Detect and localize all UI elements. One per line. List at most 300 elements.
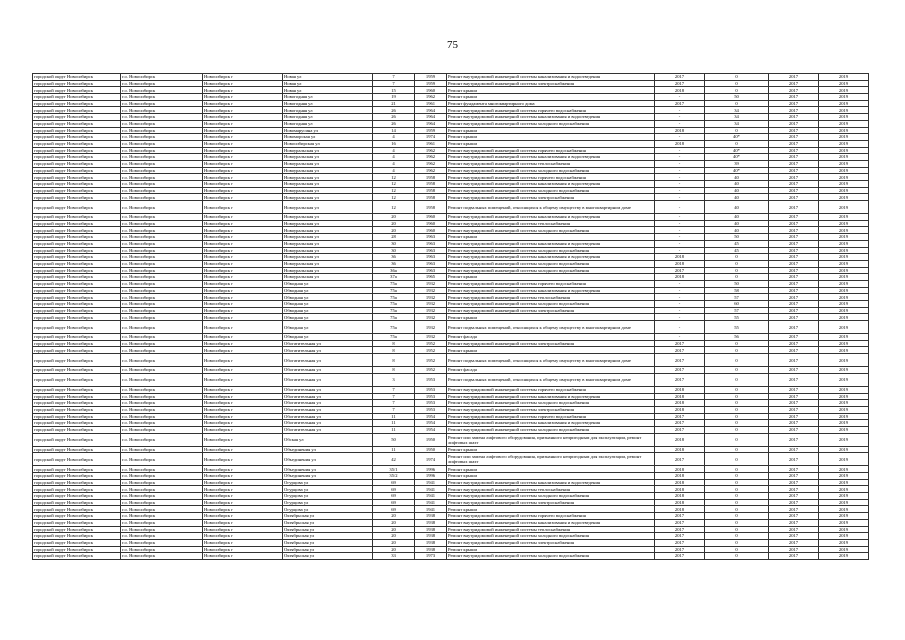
cell-municipality: городской округ Новосибирск [33, 294, 121, 301]
cell-period-start: 2017 [769, 134, 819, 141]
table-row [33, 100, 869, 107]
cell-period-start: 2017 [769, 87, 819, 94]
cell-work-type: Ремонт внутридомовой инженерной системы канализования и водоотведения [447, 420, 655, 427]
cell-period-start: 2017 [769, 400, 819, 407]
cell-period-start: 2017 [769, 227, 819, 234]
cell-municipality: городской округ Новосибирск [33, 354, 121, 367]
cell-municipality: городской округ Новосибирск [33, 227, 121, 234]
cell-municipality: городской округ Новосибирск [33, 453, 121, 466]
cell-period-start: 2017 [769, 347, 819, 354]
cell-build-year: 1958 [415, 174, 447, 181]
cell-cost: 0 [705, 347, 769, 354]
cell-settlement-type: г.о. Новосибирск [121, 234, 203, 241]
cell-work-type: Ремонт внутридомовой инженерной системы горячего водоснабжения [447, 513, 655, 520]
cell-work-type: Ремонт внутридомовой инженерной системы горячего водоснабжения [447, 413, 655, 420]
cell-settlement-type: г.о. Новосибирск [121, 160, 203, 167]
table-row [33, 321, 869, 334]
cell-planned-year: - [655, 174, 705, 181]
cell-street: Новоуральская ул [283, 220, 373, 227]
cell-house-number: 42 [373, 453, 415, 466]
cell-period-end: 2019 [819, 254, 869, 261]
cell-street: Обводная ул [283, 287, 373, 294]
table-row [33, 526, 869, 533]
cell-planned-year: 2018 [655, 406, 705, 413]
cell-planned-year: 2018 [655, 479, 705, 486]
table-row [33, 334, 869, 341]
cell-period-end: 2019 [819, 260, 869, 267]
cell-house-number: 69 [373, 493, 415, 500]
cell-planned-year: - [655, 307, 705, 314]
cell-planned-year: 2018 [655, 486, 705, 493]
cell-work-type: Ремонт внутридомовой инженерной системы холодного водоснабжения [447, 120, 655, 127]
cell-work-type: Ремонт внутридомовой инженерной системы канализования и водоотведения [447, 287, 655, 294]
cell-street: Обогатительная ул [283, 426, 373, 433]
cell-build-year: 1958 [415, 181, 447, 188]
cell-cost: 0 [705, 254, 769, 261]
cell-work-type: Ремонт или замена лифтового оборудования, признанного непригодным для эксплуатации, ремонт лифтовых шахт [447, 453, 655, 466]
cell-locality: Новосибирск г [203, 493, 283, 500]
cell-house-number: 4 [373, 160, 415, 167]
cell-planned-year: 2018 [655, 140, 705, 147]
cell-house-number: 75а [373, 307, 415, 314]
cell-settlement-type: г.о. Новосибирск [121, 301, 203, 308]
cell-period-end: 2019 [819, 420, 869, 427]
cell-locality: Новосибирск г [203, 367, 283, 374]
cell-build-year: 1953 [415, 406, 447, 413]
cell-house-number: 7 [373, 386, 415, 393]
cell-settlement-type: г.о. Новосибирск [121, 240, 203, 247]
cell-cost: 40* [705, 154, 769, 161]
cell-cost: 40 [705, 181, 769, 188]
cell-build-year: 1938 [415, 533, 447, 540]
cell-settlement-type: г.о. Новосибирск [121, 247, 203, 254]
cell-period-end: 2019 [819, 479, 869, 486]
cell-planned-year: 2018 [655, 506, 705, 513]
cell-locality: Новосибирск г [203, 134, 283, 141]
cell-period-end: 2019 [819, 446, 869, 453]
cell-house-number: 7 [373, 74, 415, 81]
cell-planned-year: 2017 [655, 413, 705, 420]
cell-settlement-type: г.о. Новосибирск [121, 167, 203, 174]
cell-house-number: 35/2 [373, 473, 415, 480]
cell-house-number: 20 [373, 526, 415, 533]
cell-cost: 40 [705, 220, 769, 227]
cell-build-year: 1962 [415, 154, 447, 161]
cell-work-type: Ремонт крыши [447, 546, 655, 553]
cell-municipality: городской округ Новосибирск [33, 234, 121, 241]
cell-house-number: 69 [373, 506, 415, 513]
cell-work-type: Ремонт подвальных помещений, относящихся к общему имуществу в многоквартирном доме [447, 373, 655, 386]
cell-build-year: 1958 [415, 194, 447, 201]
cell-settlement-type: г.о. Новосибирск [121, 386, 203, 393]
cell-build-year: 1950 [415, 433, 447, 446]
cell-build-year: 1953 [415, 400, 447, 407]
cell-settlement-type: г.о. Новосибирск [121, 260, 203, 267]
cell-house-number: 75а [373, 334, 415, 341]
cell-house-number: 75а [373, 314, 415, 321]
table-row [33, 227, 869, 234]
cell-period-start: 2017 [769, 120, 819, 127]
table-row [33, 453, 869, 466]
cell-municipality: городской округ Новосибирск [33, 493, 121, 500]
cell-build-year: 1954 [415, 420, 447, 427]
cell-period-end: 2019 [819, 187, 869, 194]
cell-period-start: 2017 [769, 187, 819, 194]
cell-street: Объединения ул [283, 466, 373, 473]
cell-work-type: Ремонт внутридомовой инженерной системы холодного водоснабжения [447, 553, 655, 560]
cell-street: Новоуральская ул [283, 240, 373, 247]
cell-locality: Новосибирск г [203, 220, 283, 227]
cell-settlement-type: г.о. Новосибирск [121, 267, 203, 274]
cell-street: Новогодняя ул [283, 107, 373, 114]
table-row [33, 140, 869, 147]
cell-house-number: 30 [373, 247, 415, 254]
cell-settlement-type: г.о. Новосибирск [121, 533, 203, 540]
cell-municipality: городской округ Новосибирск [33, 147, 121, 154]
cell-cost: 40 [705, 227, 769, 234]
cell-cost: 0 [705, 340, 769, 347]
cell-build-year: 1932 [415, 307, 447, 314]
table-row [33, 486, 869, 493]
cell-period-start: 2017 [769, 127, 819, 134]
cell-period-start: 2017 [769, 140, 819, 147]
cell-street: Октябрьская ул [283, 546, 373, 553]
cell-work-type: Ремонт внутридомовой инженерной системы холодного водоснабжения [447, 227, 655, 234]
cell-build-year: 1964 [415, 120, 447, 127]
cell-house-number: 7 [373, 406, 415, 413]
table-row [33, 247, 869, 254]
cell-work-type: Ремонт фасада [447, 334, 655, 341]
cell-municipality: городской округ Новосибирск [33, 167, 121, 174]
cell-work-type: Ремонт внутридомовой инженерной системы канализования и водоотведения [447, 181, 655, 188]
cell-street: Октябрьская ул [283, 533, 373, 540]
cell-period-end: 2019 [819, 301, 869, 308]
cell-locality: Новосибирск г [203, 254, 283, 261]
cell-work-type: Ремонт крыши [447, 134, 655, 141]
cell-work-type: Ремонт внутридомовой инженерной системы теплоснабжения [447, 486, 655, 493]
cell-cost: 0 [705, 127, 769, 134]
cell-cost: 0 [705, 466, 769, 473]
cell-work-type: Ремонт внутридомовой инженерной системы горячего водоснабжения [447, 280, 655, 287]
cell-municipality: городской округ Новосибирск [33, 240, 121, 247]
cell-cost: 55 [705, 321, 769, 334]
cell-municipality: городской округ Новосибирск [33, 526, 121, 533]
table-row [33, 214, 869, 221]
cell-settlement-type: г.о. Новосибирск [121, 340, 203, 347]
cell-locality: Новосибирск г [203, 167, 283, 174]
cell-street: Обводная ул [283, 334, 373, 341]
cell-build-year: 1960 [415, 87, 447, 94]
cell-planned-year: - [655, 120, 705, 127]
cell-locality: Новосибирск г [203, 433, 283, 446]
cell-street: Обводная ул [283, 294, 373, 301]
cell-house-number: 12 [373, 194, 415, 201]
cell-house-number: 20 [373, 220, 415, 227]
table-row [33, 433, 869, 446]
cell-house-number: 8 [373, 340, 415, 347]
cell-house-number: 20 [373, 214, 415, 221]
cell-locality: Новосибирск г [203, 94, 283, 101]
cell-build-year: 1952 [415, 367, 447, 374]
cell-municipality: городской округ Новосибирск [33, 287, 121, 294]
cell-settlement-type: г.о. Новосибирск [121, 433, 203, 446]
cell-municipality: городской округ Новосибирск [33, 506, 121, 513]
cell-cost: 0 [705, 546, 769, 553]
cell-work-type: Ремонт внутридомовой инженерной системы канализования и водоотведения [447, 519, 655, 526]
cell-work-type: Ремонт внутридомовой инженерной системы канализования и водоотведения [447, 254, 655, 261]
cell-work-type: Ремонт внутридомовой инженерной системы канализования и водоотведения [447, 393, 655, 400]
cell-settlement-type: г.о. Новосибирск [121, 466, 203, 473]
cell-period-end: 2019 [819, 107, 869, 114]
cell-planned-year: - [655, 314, 705, 321]
cell-period-start: 2017 [769, 254, 819, 261]
table-row [33, 307, 869, 314]
cell-planned-year: - [655, 280, 705, 287]
cell-period-end: 2019 [819, 267, 869, 274]
cell-street: Объединения ул [283, 473, 373, 480]
cell-locality: Новосибирск г [203, 174, 283, 181]
cell-planned-year: 2017 [655, 267, 705, 274]
cell-locality: Новосибирск г [203, 354, 283, 367]
cell-locality: Новосибирск г [203, 413, 283, 420]
cell-locality: Новосибирск г [203, 247, 283, 254]
cell-build-year: 1950 [415, 446, 447, 453]
cell-settlement-type: г.о. Новосибирск [121, 420, 203, 427]
cell-municipality: городской округ Новосибирск [33, 473, 121, 480]
cell-period-start: 2017 [769, 107, 819, 114]
cell-planned-year: - [655, 134, 705, 141]
cell-period-end: 2019 [819, 274, 869, 281]
cell-planned-year: 2018 [655, 499, 705, 506]
table-row [33, 406, 869, 413]
cell-planned-year: 2017 [655, 80, 705, 87]
cell-street: Новоуральская ул [283, 247, 373, 254]
cell-cost: 0 [705, 274, 769, 281]
cell-locality: Новосибирск г [203, 127, 283, 134]
cell-locality: Новосибирск г [203, 234, 283, 241]
cell-work-type: Ремонт внутридомовой инженерной системы холодного водоснабжения [447, 533, 655, 540]
cell-build-year: 1938 [415, 546, 447, 553]
cell-planned-year: - [655, 247, 705, 254]
cell-street: Новоуральская ул [283, 254, 373, 261]
cell-build-year: 1962 [415, 160, 447, 167]
cell-municipality: городской округ Новосибирск [33, 187, 121, 194]
cell-house-number: 36 [373, 254, 415, 261]
cell-planned-year: 2018 [655, 386, 705, 393]
cell-house-number: 16 [373, 140, 415, 147]
cell-period-start: 2017 [769, 94, 819, 101]
cell-municipality: городской округ Новосибирск [33, 546, 121, 553]
cell-street: Новоуральская ул [283, 167, 373, 174]
cell-cost: 0 [705, 260, 769, 267]
cell-build-year: 1963 [415, 260, 447, 267]
cell-period-start: 2017 [769, 214, 819, 221]
cell-build-year: 1941 [415, 506, 447, 513]
cell-house-number: 12 [373, 174, 415, 181]
cell-planned-year: - [655, 321, 705, 334]
cell-house-number: 8 [373, 347, 415, 354]
cell-planned-year: 2017 [655, 426, 705, 433]
cell-street: Обогатительная ул [283, 406, 373, 413]
cell-period-start: 2017 [769, 260, 819, 267]
cell-period-end: 2019 [819, 100, 869, 107]
cell-cost: 0 [705, 499, 769, 506]
cell-street: Огурцова ул [283, 479, 373, 486]
cell-build-year: 1953 [415, 393, 447, 400]
cell-house-number: 4 [373, 167, 415, 174]
table-row [33, 479, 869, 486]
cell-house-number: 75а [373, 321, 415, 334]
table-row [33, 513, 869, 520]
cell-street: Новоуральская ул [283, 194, 373, 201]
cell-build-year: 1963 [415, 240, 447, 247]
table-row [33, 506, 869, 513]
cell-locality: Новосибирск г [203, 546, 283, 553]
cell-cost: 40 [705, 174, 769, 181]
cell-cost: 0 [705, 413, 769, 420]
cell-municipality: городской округ Новосибирск [33, 533, 121, 540]
cell-street: Октябрьская ул [283, 553, 373, 560]
cell-planned-year: 2017 [655, 539, 705, 546]
cell-settlement-type: г.о. Новосибирск [121, 187, 203, 194]
cell-period-end: 2019 [819, 147, 869, 154]
cell-period-start: 2017 [769, 147, 819, 154]
cell-period-start: 2017 [769, 287, 819, 294]
cell-municipality: городской округ Новосибирск [33, 499, 121, 506]
cell-settlement-type: г.о. Новосибирск [121, 274, 203, 281]
cell-work-type: Ремонт внутридомовой инженерной системы горячего водоснабжения [447, 386, 655, 393]
cell-settlement-type: г.о. Новосибирск [121, 513, 203, 520]
cell-work-type: Ремонт крыши [447, 347, 655, 354]
table-row [33, 187, 869, 194]
cell-house-number: 50 [373, 433, 415, 446]
cell-house-number: 4 [373, 154, 415, 161]
cell-street: Объединения ул [283, 453, 373, 466]
cell-locality: Новосибирск г [203, 513, 283, 520]
cell-house-number: 69 [373, 479, 415, 486]
cell-period-end: 2019 [819, 526, 869, 533]
cell-cost: 0 [705, 400, 769, 407]
cell-settlement-type: г.о. Новосибирск [121, 194, 203, 201]
cell-build-year: 1941 [415, 479, 447, 486]
cell-settlement-type: г.о. Новосибирск [121, 227, 203, 234]
cell-locality: Новосибирск г [203, 187, 283, 194]
cell-house-number: 21 [373, 100, 415, 107]
cell-house-number: 7 [373, 80, 415, 87]
cell-locality: Новосибирск г [203, 539, 283, 546]
cell-cost: 0 [705, 473, 769, 480]
cell-municipality: городской округ Новосибирск [33, 107, 121, 114]
cell-cost: 0 [705, 267, 769, 274]
cell-settlement-type: г.о. Новосибирск [121, 134, 203, 141]
cell-cost: 0 [705, 386, 769, 393]
cell-municipality: городской округ Новосибирск [33, 400, 121, 407]
cell-street: Обогатительная ул [283, 393, 373, 400]
cell-settlement-type: г.о. Новосибирск [121, 486, 203, 493]
cell-period-start: 2017 [769, 393, 819, 400]
cell-street: Новогодняя ул [283, 94, 373, 101]
cell-locality: Новосибирск г [203, 486, 283, 493]
cell-build-year: 1974 [415, 453, 447, 466]
cell-settlement-type: г.о. Новосибирск [121, 406, 203, 413]
cell-period-start: 2017 [769, 201, 819, 214]
cell-settlement-type: г.о. Новосибирск [121, 181, 203, 188]
cell-municipality: городской округ Новосибирск [33, 539, 121, 546]
cell-street: Новая ул [283, 87, 373, 94]
cell-settlement-type: г.о. Новосибирск [121, 114, 203, 121]
cell-planned-year: - [655, 160, 705, 167]
cell-locality: Новосибирск г [203, 274, 283, 281]
cell-locality: Новосибирск г [203, 140, 283, 147]
cell-period-start: 2017 [769, 247, 819, 254]
cell-house-number: 35/1 [373, 466, 415, 473]
cell-street: Обводная ул [283, 280, 373, 287]
cell-settlement-type: г.о. Новосибирск [121, 201, 203, 214]
cell-street: Обогатительная ул [283, 354, 373, 367]
cell-locality: Новосибирск г [203, 201, 283, 214]
cell-locality: Новосибирск г [203, 506, 283, 513]
cell-locality: Новосибирск г [203, 194, 283, 201]
cell-municipality: городской округ Новосибирск [33, 413, 121, 420]
cell-planned-year: 2018 [655, 87, 705, 94]
cell-period-start: 2017 [769, 553, 819, 560]
cell-period-start: 2017 [769, 526, 819, 533]
cell-period-start: 2017 [769, 314, 819, 321]
cell-house-number: 7 [373, 393, 415, 400]
cell-street: Новоуральская ул [283, 227, 373, 234]
cell-period-end: 2019 [819, 473, 869, 480]
cell-settlement-type: г.о. Новосибирск [121, 354, 203, 367]
cell-period-end: 2019 [819, 347, 869, 354]
cell-cost: 0 [705, 433, 769, 446]
cell-house-number: 26 [373, 114, 415, 121]
cell-locality: Новосибирск г [203, 107, 283, 114]
repair-schedule-table [32, 73, 869, 560]
cell-municipality: городской округ Новосибирск [33, 74, 121, 81]
cell-period-start: 2017 [769, 506, 819, 513]
cell-locality: Новосибирск г [203, 347, 283, 354]
cell-locality: Новосибирск г [203, 446, 283, 453]
cell-municipality: городской округ Новосибирск [33, 334, 121, 341]
cell-cost: 50 [705, 234, 769, 241]
cell-work-type: Ремонт крыши [447, 466, 655, 473]
cell-planned-year: 2018 [655, 493, 705, 500]
cell-house-number: 75а [373, 287, 415, 294]
cell-street: Обводная ул [283, 301, 373, 308]
cell-municipality: городской округ Новосибирск [33, 466, 121, 473]
cell-street: Новая ул [283, 80, 373, 87]
cell-municipality: городской округ Новосибирск [33, 446, 121, 453]
cell-period-start: 2017 [769, 519, 819, 526]
cell-house-number: 14 [373, 127, 415, 134]
cell-build-year: 1960 [415, 227, 447, 234]
cell-municipality: городской округ Новосибирск [33, 194, 121, 201]
cell-cost: 34 [705, 114, 769, 121]
cell-house-number: 36а [373, 267, 415, 274]
cell-municipality: городской округ Новосибирск [33, 274, 121, 281]
cell-municipality: городской округ Новосибирск [33, 307, 121, 314]
cell-settlement-type: г.о. Новосибирск [121, 140, 203, 147]
cell-locality: Новосибирск г [203, 499, 283, 506]
cell-house-number: 20 [373, 227, 415, 234]
cell-period-start: 2017 [769, 154, 819, 161]
table-row [33, 74, 869, 81]
table-row [33, 160, 869, 167]
cell-period-end: 2019 [819, 433, 869, 446]
cell-build-year: 1963 [415, 267, 447, 274]
cell-period-start: 2017 [769, 499, 819, 506]
cell-locality: Новосибирск г [203, 280, 283, 287]
